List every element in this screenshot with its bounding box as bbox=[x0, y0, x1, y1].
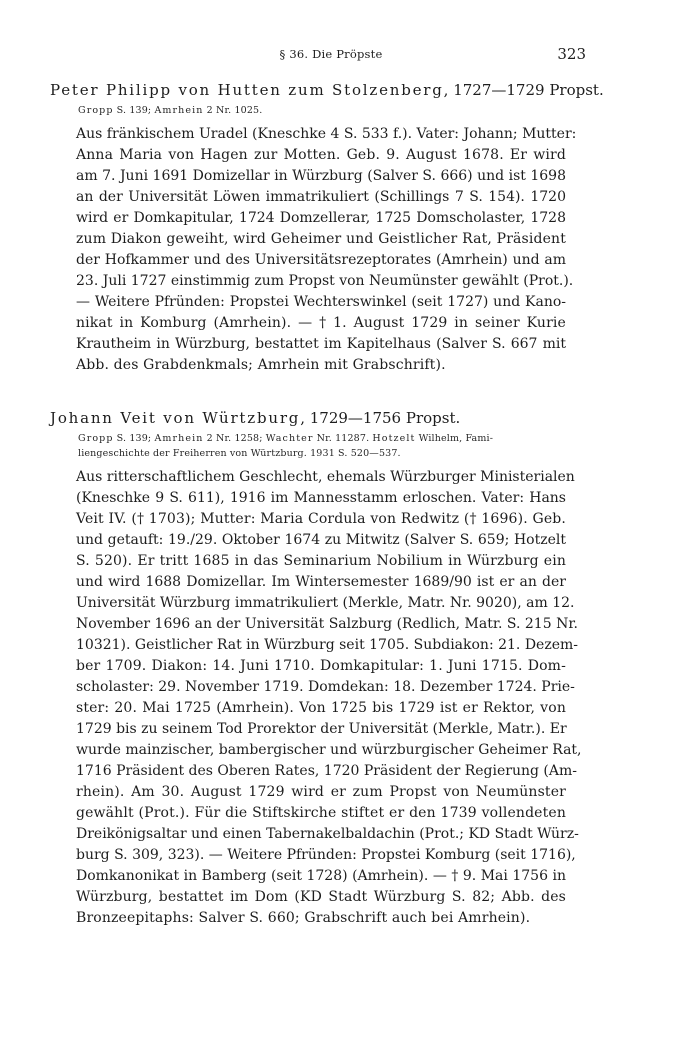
body-line: Domkanonikat in Bamberg (seit 1728) (Amrhein). — † 9. Mai 1756 in bbox=[76, 868, 566, 884]
source-ref: S. 139; bbox=[113, 433, 155, 444]
body-line: Anna Maria von Hagen zur Motten. Geb. 9. August 1678. Er wird bbox=[76, 147, 566, 163]
entry-johann-veit-von-wuertzburg bbox=[46, 408, 582, 929]
source-author: Gropp bbox=[78, 433, 114, 444]
source-author: Hotzelt bbox=[372, 433, 416, 444]
body-line: Aus ritterschaftlichem Geschlecht, ehemals Würzburger Ministerialen bbox=[76, 469, 575, 485]
body-line: an der Universität Löwen immatrikuliert (Schillings 7 S. 154). 1720 bbox=[76, 189, 566, 205]
page-number: 323 bbox=[557, 45, 586, 63]
source-author: Gropp bbox=[78, 105, 114, 116]
body-line: 23. Juli 1727 einstimmig zum Propst von Neumünster gewählt (Prot.). bbox=[76, 273, 574, 289]
entry-sources bbox=[78, 103, 566, 118]
body-line: November 1696 an der Universität Salzburg (Redlich, Matr. S. 215 Nr. bbox=[76, 616, 578, 632]
body-line: zum Diakon geweiht, wird Geheimer und Geistlicher Rat, Präsident bbox=[76, 231, 566, 247]
body-line: und getauft: 19./29. Oktober 1674 zu Mitwitz (Salver S. 659; Hotzelt bbox=[76, 532, 566, 548]
body-line: burg S. 309, 323). — Weitere Pfründen: Propstei Komburg (seit 1716), bbox=[76, 847, 576, 863]
source-ref: 2 Nr. 1025. bbox=[203, 105, 263, 116]
source-ref: Nr. 11287. bbox=[313, 433, 373, 444]
entry-body bbox=[76, 467, 582, 929]
entry-body bbox=[76, 124, 577, 376]
body-line: rhein). Am 30. August 1729 wird er zum Propst von Neumünster bbox=[76, 784, 566, 800]
body-line: ber 1709. Diakon: 14. Juni 1710. Domkapitular: 1. Juni 1715. Dom- bbox=[76, 658, 566, 674]
body-line: gewählt (Prot.). Für die Stiftskirche stiftet er den 1739 vollendeten bbox=[76, 805, 566, 821]
source-author: Amrhein bbox=[154, 433, 204, 444]
body-line: Dreikönigsaltar und einen Tabernakelbaldachin (Prot.; KD Stadt Würz- bbox=[76, 826, 579, 842]
body-line: 1716 Präsident des Oberen Rates, 1720 Präsident der Regierung (Am- bbox=[76, 763, 577, 779]
body-line: und wird 1688 Domizellar. Im Wintersemester 1689/90 ist er an der bbox=[76, 574, 566, 590]
body-line: Universität Würzburg immatrikuliert (Merkle, Matr. Nr. 9020), am 12. bbox=[76, 595, 575, 611]
body-line: Aus fränkischem Uradel (Kneschke 4 S. 533 f.). Vater: Johann; Mutter: bbox=[76, 126, 577, 142]
entry-heading bbox=[46, 408, 566, 429]
body-line: am 7. Juni 1691 Domizellar in Würzburg (Salver S. 666) und ist 1698 bbox=[76, 168, 566, 184]
body-line: nikat in Komburg (Amrhein). — † 1. August 1729 in seiner Kurie bbox=[76, 315, 566, 331]
person-name: Peter Philipp von Hutten zum Stolzenberg bbox=[50, 81, 444, 99]
source-author: Amrhein bbox=[154, 105, 204, 116]
running-head: § 36. Die Pröpste bbox=[279, 47, 383, 61]
source-ref: Wilhelm, Fami- bbox=[415, 433, 494, 444]
body-line: ster: 20. Mai 1725 (Amrhein). Von 1725 bis 1729 ist er Rektor, von bbox=[76, 700, 566, 716]
source-ref: 2 Nr. 1258; bbox=[203, 433, 266, 444]
body-line: Krautheim in Würzburg, bestattet im Kapitelhaus (Salver S. 667 mit bbox=[76, 336, 566, 352]
body-line: Bronzeepitaphs: Salver S. 660; Grabschrift auch bei Amrhein). bbox=[76, 910, 531, 926]
body-line: scholaster: 29. November 1719. Domdekan: 18. Dezember 1724. Prie- bbox=[76, 679, 575, 695]
entry-heading bbox=[46, 80, 604, 101]
body-line: (Kneschke 9 S. 611), 1916 im Mannesstamm erloschen. Vater: Hans bbox=[76, 490, 566, 506]
body-line: Würzburg, bestattet im Dom (KD Stadt Würzburg S. 82; Abb. des bbox=[76, 889, 566, 905]
entry-peter-philipp-von-hutten bbox=[46, 80, 604, 376]
body-line: wird er Domkapitular, 1724 Domzellerar, 1725 Domscholaster, 1728 bbox=[76, 210, 566, 226]
entry-sources bbox=[78, 431, 566, 461]
source-author: Wachter bbox=[265, 433, 314, 444]
body-line: 10321). Geistlicher Rat in Würzburg seit 1705. Subdiakon: 21. Dezem- bbox=[76, 637, 579, 653]
person-name: Johann Veit von Würtzburg bbox=[50, 409, 301, 427]
entry-dates: , 1727—1729 Propst. bbox=[443, 81, 604, 99]
body-line: S. 520). Er tritt 1685 in das Seminarium Nobilium in Würzburg ein bbox=[76, 553, 566, 569]
source-ref: liengeschichte der Freiherren von Würtzburg. 1931 S. 520—537. bbox=[78, 448, 401, 459]
source-ref: S. 139; bbox=[113, 105, 155, 116]
body-line: 1729 bis zu seinem Tod Prorektor der Universität (Merkle, Matr.). Er bbox=[76, 721, 567, 737]
body-line: wurde mainzischer, bambergischer und würzburgischer Geheimer Rat, bbox=[76, 742, 582, 758]
entry-dates: , 1729—1756 Propst. bbox=[300, 409, 461, 427]
body-line: der Hofkammer und des Universitätsrezeptorates (Amrhein) und am bbox=[76, 252, 566, 268]
page-header bbox=[76, 45, 586, 67]
body-line: Abb. des Grabdenkmals; Amrhein mit Grabschrift). bbox=[76, 357, 446, 373]
body-line: — Weitere Pfründen: Propstei Wechterswinkel (seit 1727) und Kano- bbox=[76, 294, 566, 310]
body-line: Veit IV. († 1703); Mutter: Maria Cordula von Redwitz († 1696). Geb. bbox=[76, 511, 566, 527]
